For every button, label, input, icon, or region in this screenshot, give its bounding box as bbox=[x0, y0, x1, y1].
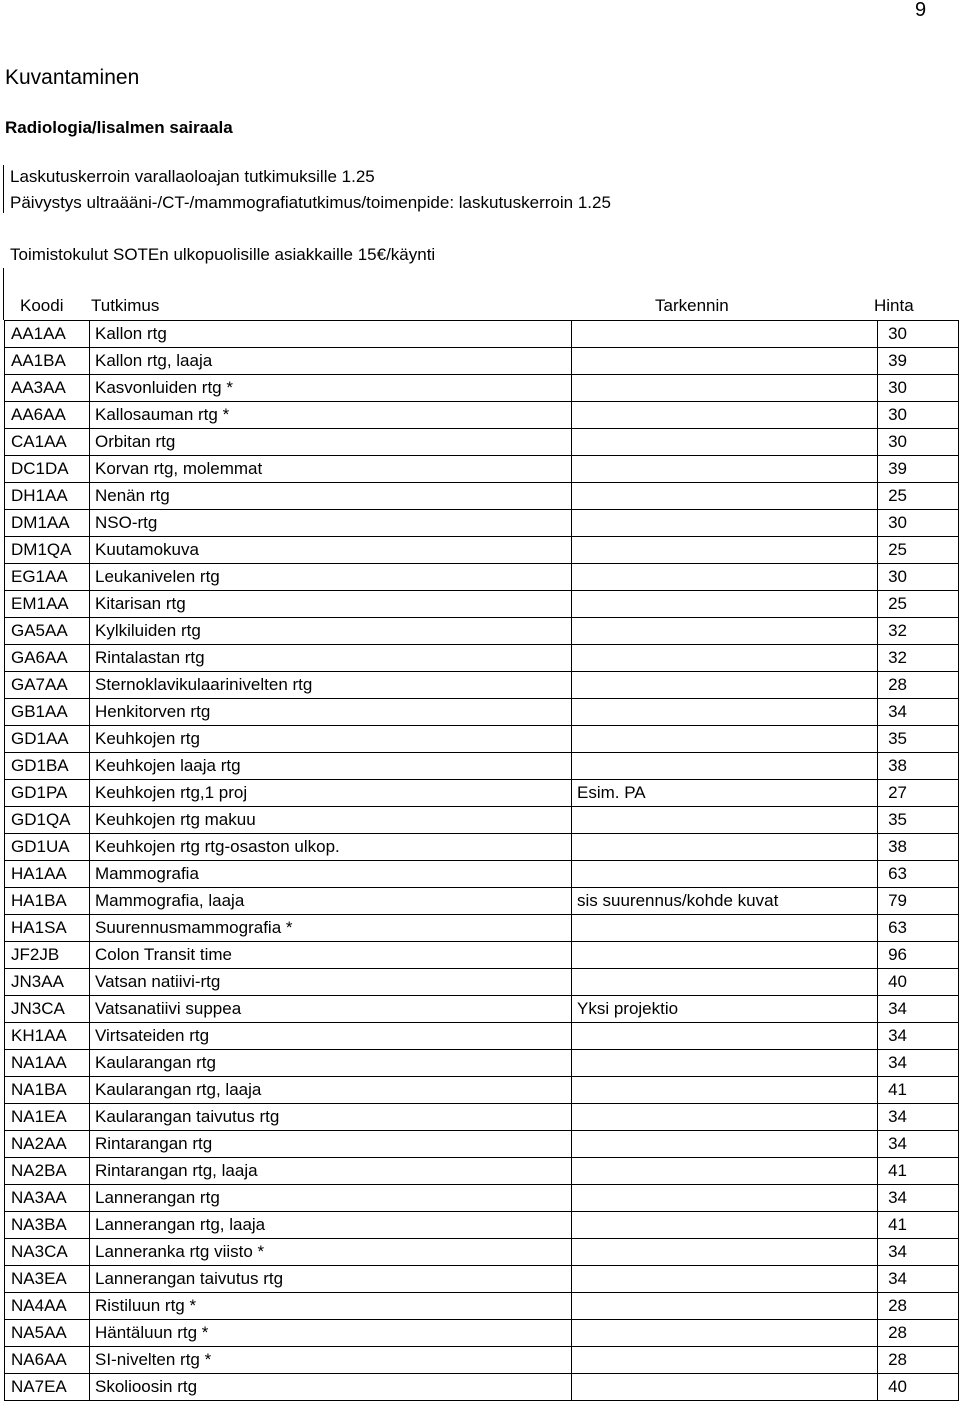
cell-price: 63 bbox=[878, 861, 959, 888]
cell-code: GD1QA bbox=[5, 807, 90, 834]
cell-specifier bbox=[572, 1374, 878, 1401]
cell-exam: Vatsan natiivi-rtg bbox=[90, 969, 572, 996]
cell-code: AA6AA bbox=[5, 402, 90, 429]
cell-price: 63 bbox=[878, 915, 959, 942]
table-row bbox=[5, 510, 959, 537]
cell-code: GB1AA bbox=[5, 699, 90, 726]
cell-code: DH1AA bbox=[5, 483, 90, 510]
cell-price: 32 bbox=[878, 645, 959, 672]
cell-specifier bbox=[572, 564, 878, 591]
cell-specifier: Yksi projektio bbox=[572, 996, 878, 1023]
cell-exam: Kaularangan rtg bbox=[90, 1050, 572, 1077]
cell-exam: Mammografia, laaja bbox=[90, 888, 572, 915]
cell-code: GD1PA bbox=[5, 780, 90, 807]
cell-price: 34 bbox=[878, 1023, 959, 1050]
table-row bbox=[5, 780, 959, 807]
cell-specifier bbox=[572, 1293, 878, 1320]
cell-code: GA5AA bbox=[5, 618, 90, 645]
cell-code: HA1BA bbox=[5, 888, 90, 915]
cell-specifier bbox=[572, 1266, 878, 1293]
cell-code: NA1EA bbox=[5, 1104, 90, 1131]
table-row bbox=[5, 753, 959, 780]
cell-exam: Keuhkojen rtg,1 proj bbox=[90, 780, 572, 807]
cell-code: NA3EA bbox=[5, 1266, 90, 1293]
cell-price: 30 bbox=[878, 375, 959, 402]
cell-specifier bbox=[572, 429, 878, 456]
cell-specifier bbox=[572, 1347, 878, 1374]
cell-exam: Kasvonluiden rtg * bbox=[90, 375, 572, 402]
cell-exam: Lannerangan rtg bbox=[90, 1185, 572, 1212]
cell-exam: Suurennusmammografia * bbox=[90, 915, 572, 942]
table-row bbox=[5, 429, 959, 456]
cell-exam: SI-nivelten rtg * bbox=[90, 1347, 572, 1374]
cell-price: 40 bbox=[878, 1374, 959, 1401]
cell-code: GD1UA bbox=[5, 834, 90, 861]
cell-specifier bbox=[572, 645, 878, 672]
cell-code: GA7AA bbox=[5, 672, 90, 699]
cell-price: 35 bbox=[878, 726, 959, 753]
cell-price: 28 bbox=[878, 1293, 959, 1320]
table-row bbox=[5, 1347, 959, 1374]
cell-specifier bbox=[572, 942, 878, 969]
subsection-title: Radiologia/lisalmen sairaala bbox=[5, 118, 233, 137]
cell-price: 28 bbox=[878, 1320, 959, 1347]
cell-price: 40 bbox=[878, 969, 959, 996]
cell-exam: Orbitan rtg bbox=[90, 429, 572, 456]
cell-code: AA1BA bbox=[5, 348, 90, 375]
cell-exam: Leukanivelen rtg bbox=[90, 564, 572, 591]
cell-exam: Nenän rtg bbox=[90, 483, 572, 510]
cell-code: NA3CA bbox=[5, 1239, 90, 1266]
cell-code: EG1AA bbox=[5, 564, 90, 591]
cell-specifier bbox=[572, 726, 878, 753]
table-row bbox=[5, 591, 959, 618]
cell-code: NA2BA bbox=[5, 1158, 90, 1185]
cell-exam: Vatsanatiivi suppea bbox=[90, 996, 572, 1023]
cell-exam: Keuhkojen laaja rtg bbox=[90, 753, 572, 780]
table-row bbox=[5, 969, 959, 996]
cell-price: 39 bbox=[878, 348, 959, 375]
table-row bbox=[5, 996, 959, 1023]
price-table bbox=[4, 320, 959, 1401]
table-row bbox=[5, 807, 959, 834]
cell-specifier bbox=[572, 537, 878, 564]
table-row bbox=[5, 645, 959, 672]
cell-price: 25 bbox=[878, 483, 959, 510]
cell-exam: Colon Transit time bbox=[90, 942, 572, 969]
cell-specifier bbox=[572, 672, 878, 699]
header-exam: Tutkimus bbox=[91, 296, 160, 315]
table-row bbox=[5, 888, 959, 915]
cell-exam: Kallosauman rtg * bbox=[90, 402, 572, 429]
table-row bbox=[5, 1239, 959, 1266]
cell-code: NA7EA bbox=[5, 1374, 90, 1401]
cell-specifier bbox=[572, 321, 878, 348]
cell-specifier bbox=[572, 1158, 878, 1185]
cell-exam: Rintalastan rtg bbox=[90, 645, 572, 672]
table-row bbox=[5, 1293, 959, 1320]
cell-price: 34 bbox=[878, 1239, 959, 1266]
cell-price: 41 bbox=[878, 1077, 959, 1104]
cell-specifier bbox=[572, 834, 878, 861]
cell-price: 96 bbox=[878, 942, 959, 969]
table-row bbox=[5, 699, 959, 726]
cell-code: JN3AA bbox=[5, 969, 90, 996]
section-title: Kuvantaminen bbox=[5, 66, 140, 89]
table-row bbox=[5, 726, 959, 753]
cell-code: GA6AA bbox=[5, 645, 90, 672]
table-row bbox=[5, 1374, 959, 1401]
cell-price: 34 bbox=[878, 1185, 959, 1212]
cell-specifier bbox=[572, 699, 878, 726]
cell-specifier bbox=[572, 1131, 878, 1158]
office-fee-note: Toimistokulut SOTEn ulkopuolisille asiakkaille 15€/käynti bbox=[10, 245, 436, 264]
cell-code: AA1AA bbox=[5, 321, 90, 348]
cell-price: 30 bbox=[878, 510, 959, 537]
table-left-rule bbox=[3, 268, 4, 320]
cell-price: 34 bbox=[878, 1266, 959, 1293]
cell-code: NA1BA bbox=[5, 1077, 90, 1104]
cell-exam: Rintarangan rtg, laaja bbox=[90, 1158, 572, 1185]
cell-specifier bbox=[572, 348, 878, 375]
table-row bbox=[5, 1185, 959, 1212]
cell-code: KH1AA bbox=[5, 1023, 90, 1050]
cell-specifier bbox=[572, 1239, 878, 1266]
cell-code: JN3CA bbox=[5, 996, 90, 1023]
page-number: 9 bbox=[915, 0, 927, 21]
cell-specifier bbox=[572, 915, 878, 942]
cell-code: HA1AA bbox=[5, 861, 90, 888]
cell-exam: Sternoklavikulaarinivelten rtg bbox=[90, 672, 572, 699]
cell-exam: Keuhkojen rtg rtg-osaston ulkop. bbox=[90, 834, 572, 861]
cell-specifier bbox=[572, 510, 878, 537]
cell-exam: Kaularangan taivutus rtg bbox=[90, 1104, 572, 1131]
cell-price: 34 bbox=[878, 1050, 959, 1077]
cell-code: GD1AA bbox=[5, 726, 90, 753]
cell-exam: Ristiluun rtg * bbox=[90, 1293, 572, 1320]
cell-exam: Kitarisan rtg bbox=[90, 591, 572, 618]
cell-code: NA1AA bbox=[5, 1050, 90, 1077]
cell-code: GD1BA bbox=[5, 753, 90, 780]
table-row bbox=[5, 537, 959, 564]
cell-price: 25 bbox=[878, 537, 959, 564]
cell-exam: Lanneranka rtg viisto * bbox=[90, 1239, 572, 1266]
cell-code: DM1AA bbox=[5, 510, 90, 537]
table-row bbox=[5, 483, 959, 510]
header-price: Hinta bbox=[874, 296, 914, 315]
table-row bbox=[5, 915, 959, 942]
cell-specifier bbox=[572, 1023, 878, 1050]
cell-exam: Korvan rtg, molemmat bbox=[90, 456, 572, 483]
cell-code: NA3BA bbox=[5, 1212, 90, 1239]
table-row bbox=[5, 672, 959, 699]
table-row bbox=[5, 1104, 959, 1131]
header-code: Koodi bbox=[20, 296, 64, 315]
cell-price: 41 bbox=[878, 1212, 959, 1239]
table-row bbox=[5, 1050, 959, 1077]
cell-specifier bbox=[572, 753, 878, 780]
cell-code: NA3AA bbox=[5, 1185, 90, 1212]
cell-specifier bbox=[572, 456, 878, 483]
cell-code: NA4AA bbox=[5, 1293, 90, 1320]
cell-price: 30 bbox=[878, 564, 959, 591]
cell-specifier bbox=[572, 807, 878, 834]
cell-specifier bbox=[572, 1185, 878, 1212]
cell-code: JF2JB bbox=[5, 942, 90, 969]
cell-specifier bbox=[572, 1212, 878, 1239]
cell-code: EM1AA bbox=[5, 591, 90, 618]
cell-price: 28 bbox=[878, 1347, 959, 1374]
header-specifier: Tarkennin bbox=[655, 296, 729, 315]
cell-exam: Kuutamokuva bbox=[90, 537, 572, 564]
billing-note: Laskutuskerroin varallaoloajan tutkimuksille 1.25 bbox=[10, 167, 375, 186]
cell-code: CA1AA bbox=[5, 429, 90, 456]
emergency-note: Päivystys ultraääni-/CT-/mammografiatutkimus/toimenpide: laskutuskerroin 1.25 bbox=[10, 193, 611, 212]
cell-specifier bbox=[572, 1104, 878, 1131]
cell-price: 30 bbox=[878, 429, 959, 456]
cell-specifier bbox=[572, 1077, 878, 1104]
table-row bbox=[5, 321, 959, 348]
cell-specifier: Esim. PA bbox=[572, 780, 878, 807]
table-row bbox=[5, 1158, 959, 1185]
table-row bbox=[5, 375, 959, 402]
cell-price: 30 bbox=[878, 402, 959, 429]
cell-exam: Kallon rtg bbox=[90, 321, 572, 348]
cell-specifier bbox=[572, 618, 878, 645]
cell-exam: Kylkiluiden rtg bbox=[90, 618, 572, 645]
cell-specifier bbox=[572, 969, 878, 996]
cell-exam: Virtsateiden rtg bbox=[90, 1023, 572, 1050]
table-row bbox=[5, 834, 959, 861]
cell-exam: Skolioosin rtg bbox=[90, 1374, 572, 1401]
cell-code: NA6AA bbox=[5, 1347, 90, 1374]
cell-exam: Keuhkojen rtg makuu bbox=[90, 807, 572, 834]
table-row bbox=[5, 348, 959, 375]
cell-code: AA3AA bbox=[5, 375, 90, 402]
cell-price: 41 bbox=[878, 1158, 959, 1185]
cell-exam: Rintarangan rtg bbox=[90, 1131, 572, 1158]
cell-specifier bbox=[572, 402, 878, 429]
cell-exam: Keuhkojen rtg bbox=[90, 726, 572, 753]
cell-code: NA2AA bbox=[5, 1131, 90, 1158]
cell-price: 34 bbox=[878, 1104, 959, 1131]
cell-code: NA5AA bbox=[5, 1320, 90, 1347]
cell-specifier bbox=[572, 375, 878, 402]
cell-specifier bbox=[572, 1320, 878, 1347]
cell-code: DM1QA bbox=[5, 537, 90, 564]
cell-specifier bbox=[572, 483, 878, 510]
table-row bbox=[5, 1266, 959, 1293]
cell-specifier bbox=[572, 1050, 878, 1077]
cell-specifier: sis suurennus/kohde kuvat bbox=[572, 888, 878, 915]
cell-price: 38 bbox=[878, 753, 959, 780]
cell-price: 25 bbox=[878, 591, 959, 618]
cell-price: 27 bbox=[878, 780, 959, 807]
cell-price: 32 bbox=[878, 618, 959, 645]
table-row bbox=[5, 618, 959, 645]
table-row bbox=[5, 1320, 959, 1347]
table-row bbox=[5, 1023, 959, 1050]
cell-exam: Lannerangan taivutus rtg bbox=[90, 1266, 572, 1293]
cell-price: 30 bbox=[878, 321, 959, 348]
cell-exam: Henkitorven rtg bbox=[90, 699, 572, 726]
table-row bbox=[5, 1212, 959, 1239]
cell-price: 34 bbox=[878, 996, 959, 1023]
cell-price: 38 bbox=[878, 834, 959, 861]
table-row bbox=[5, 1077, 959, 1104]
cell-specifier bbox=[572, 591, 878, 618]
table-row bbox=[5, 1131, 959, 1158]
cell-exam: Mammografia bbox=[90, 861, 572, 888]
cell-price: 79 bbox=[878, 888, 959, 915]
cell-specifier bbox=[572, 861, 878, 888]
table-row bbox=[5, 942, 959, 969]
cell-price: 39 bbox=[878, 456, 959, 483]
cell-code: HA1SA bbox=[5, 915, 90, 942]
cell-exam: Häntäluun rtg * bbox=[90, 1320, 572, 1347]
table-row bbox=[5, 402, 959, 429]
table-row bbox=[5, 456, 959, 483]
table-row bbox=[5, 861, 959, 888]
cell-price: 34 bbox=[878, 699, 959, 726]
cell-price: 34 bbox=[878, 1131, 959, 1158]
cell-price: 28 bbox=[878, 672, 959, 699]
cell-exam: Kaularangan rtg, laaja bbox=[90, 1077, 572, 1104]
cell-exam: Kallon rtg, laaja bbox=[90, 348, 572, 375]
cell-exam: Lannerangan rtg, laaja bbox=[90, 1212, 572, 1239]
cell-code: DC1DA bbox=[5, 456, 90, 483]
notes-left-rule bbox=[3, 165, 4, 213]
cell-price: 35 bbox=[878, 807, 959, 834]
cell-exam: NSO-rtg bbox=[90, 510, 572, 537]
table-row bbox=[5, 564, 959, 591]
price-table-body bbox=[5, 321, 959, 1401]
